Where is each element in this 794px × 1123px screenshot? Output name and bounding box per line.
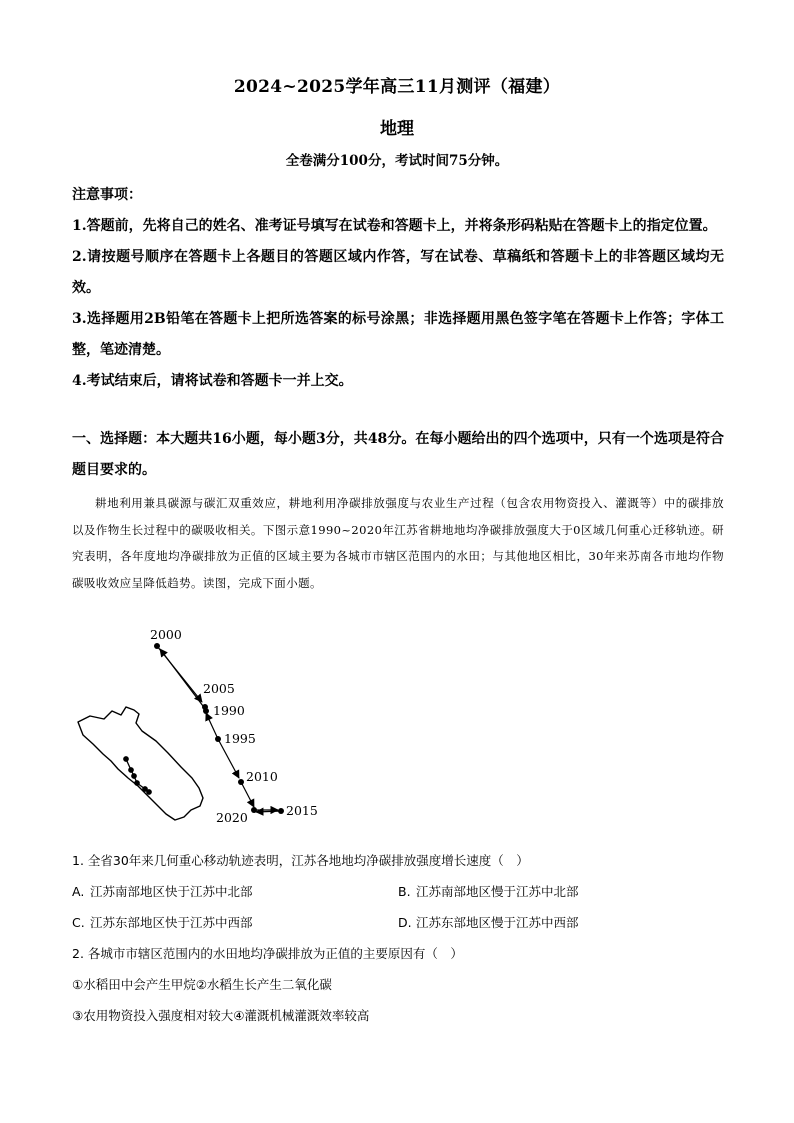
year-label: 2020	[216, 810, 248, 825]
question-2-stem: 2. 各城市市辖区范围内的水田地均净碳排放为正值的主要原因有（ ）	[72, 946, 463, 961]
note-item: 2.请按题号顺序在答题卡上各题目的答题区域内作答，写在试卷、草稿纸和答题卡上的非答题区域均无效。	[72, 249, 724, 296]
option-c[interactable]	[72, 907, 398, 938]
question-2-line: ③农用物资投入强度相对较大④灌溉机械灌溉效率较高	[72, 1008, 370, 1023]
option-label: C.	[72, 915, 85, 930]
subject-title: 地理	[380, 119, 414, 139]
notes-heading: 注意事项：	[72, 187, 142, 203]
option-text: 江苏东部地区快于江苏中西部	[90, 915, 253, 930]
option-text: 江苏南部地区慢于江苏中北部	[416, 884, 579, 899]
option-label: A.	[72, 884, 85, 899]
reading-passage: 耕地利用兼具碳源与碳汇双重效应，耕地利用净碳排放强度与农业生产过程（包含农用物资投入、灌溉等）中的碳排放以及作物生长过程中的碳吸收相关。下图示意1990~2020年江苏省耕地地均净碳排放强度大于0区域几何重心迁移轨迹。研究表明，各年度地均净碳排放为正值的区域主要为各城市市辖区范围内的水田；与其他地区相比，30年来苏南各市地均作物碳吸收效应呈降低趋势。读图，完成下面小题。	[72, 496, 724, 590]
option-label: D.	[398, 915, 412, 930]
exam-title: 2024~2025学年高三11月测评（福建）	[233, 77, 561, 97]
trajectory-points	[154, 643, 284, 814]
centroid-migration-figure	[60, 620, 360, 835]
year-label: 1995	[224, 731, 256, 746]
option-label: B.	[398, 884, 411, 899]
year-label: 2005	[203, 681, 235, 696]
mini-trajectory	[124, 757, 151, 794]
trajectory-lines	[157, 646, 282, 812]
option-a[interactable]	[72, 876, 398, 907]
notes-block	[72, 180, 724, 397]
questions-block	[72, 845, 724, 1031]
figure-svg	[60, 620, 360, 835]
section-heading: 一、选择题：本大题共16小题，每小题3分，共48分。在每小题给出的四个选项中，只有一个选项是符合题目要求的。	[72, 431, 724, 478]
year-label: 1990	[213, 703, 245, 718]
options-row	[72, 876, 724, 907]
year-label: 2010	[246, 769, 278, 784]
option-b[interactable]	[398, 876, 724, 907]
question-2-line: ①水稻田中会产生甲烷②水稻生长产生二氧化碳	[72, 977, 332, 992]
year-label: 2015	[286, 803, 318, 818]
year-label: 2000	[150, 627, 182, 642]
note-item: 3.选择题用2B铅笔在答题卡上把所选答案的标号涂黑；非选择题用黑色签字笔在答题卡上作答；字体工整，笔迹清楚。	[72, 311, 724, 358]
option-text: 江苏南部地区快于江苏中北部	[90, 884, 253, 899]
exam-meta: 全卷满分100分，考试时间75分钟。	[285, 153, 509, 169]
option-text: 江苏东部地区慢于江苏中西部	[416, 915, 579, 930]
option-d[interactable]	[398, 907, 724, 938]
province-outline	[78, 707, 203, 820]
note-item: 4.考试结束后，请将试卷和答题卡一并上交。	[72, 373, 353, 389]
options-row	[72, 907, 724, 938]
note-item: 1.答题前，先将自己的姓名、准考证号填写在试卷和答题卡上，并将条形码粘贴在答题卡上的指定位置。	[72, 218, 717, 234]
question-1-stem: 1. 全省30年来几何重心移动轨迹表明，江苏各地地均净碳排放强度增长速度（ ）	[72, 853, 529, 868]
